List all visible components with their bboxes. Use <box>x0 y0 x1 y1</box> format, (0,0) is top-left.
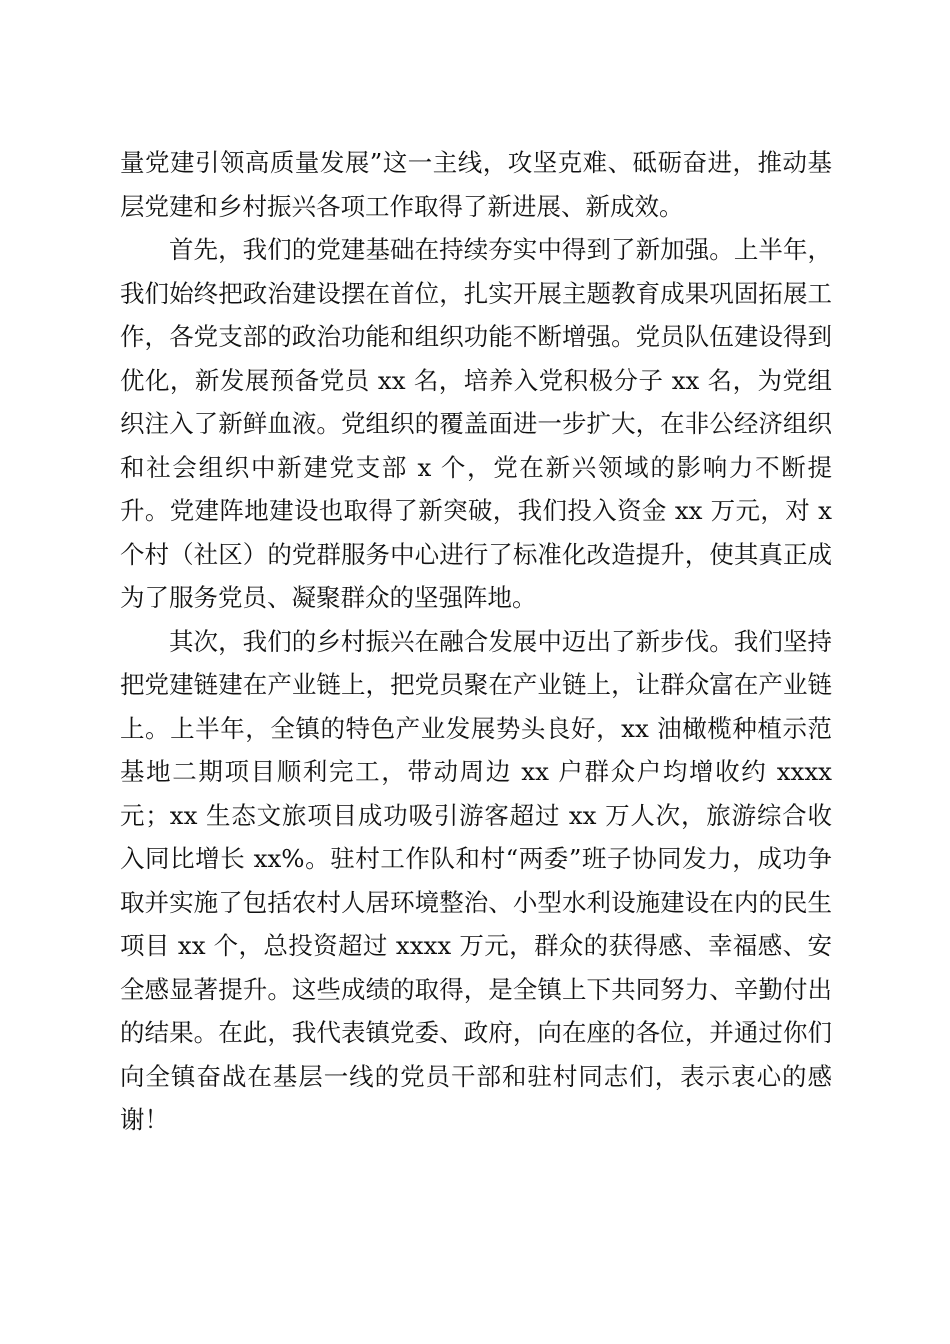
paragraph-party-building: 首先，我们的党建基础在持续夯实中得到了新加强。上半年，我们始终把政治建设摆在首位，扎实开展主题教育成果巩固拓展工作，各党支部的政治功能和组织功能不断增强。党员队伍建设得到优化，新发展预备党员 xx 名，培养入党积极分子 xx 名，为党组织注入了新鲜血液。党组织的覆盖面进一步扩大，在非公经济组织和社会组织中新建党支部 x 个，党在新兴领域的影响力不断提升。党建阵地建设也取得了新突破，我们投入资金 xx 万元，对 x 个村（社区）的党群服务中心进行了标准化改造提升，使其真正成为了服务党员、凝聚群众的坚强阵地。 <box>120 235 832 612</box>
paragraph-continuation: 量党建引领高质量发展”这一主线，攻坚克难、砥砺奋进，推动基层党建和乡村振兴各项工作取得了新进展、新成效。 <box>120 148 832 221</box>
document-body <box>120 141 832 1142</box>
paragraph-rural-revitalization: 其次，我们的乡村振兴在融合发展中迈出了新步伐。我们坚持把党建链建在产业链上，把党员聚在产业链上，让群众富在产业链上。上半年，全镇的特色产业发展势头良好，xx 油橄榄种植示范基地二期项目顺利完工，带动周边 xx 户群众户均增收约 xxxx 元；xx 生态文旅项目成功吸引游客超过 xx 万人次，旅游综合收入同比增长 xx%。驻村工作队和村“两委”班子协同发力，成功争取并实施了包括农村人居环境整治、小型水利设施建设在内的民生项目 xx 个，总投资超过 xxxx 万元，群众的获得感、幸福感、安全感显著提升。这些成绩的取得，是全镇上下共同努力、辛勤付出的结果。在此，我代表镇党委、政府，向在座的各位，并通过你们向全镇奋战在基层一线的党员干部和驻村同志们，表示衷心的感谢！ <box>120 626 832 1134</box>
